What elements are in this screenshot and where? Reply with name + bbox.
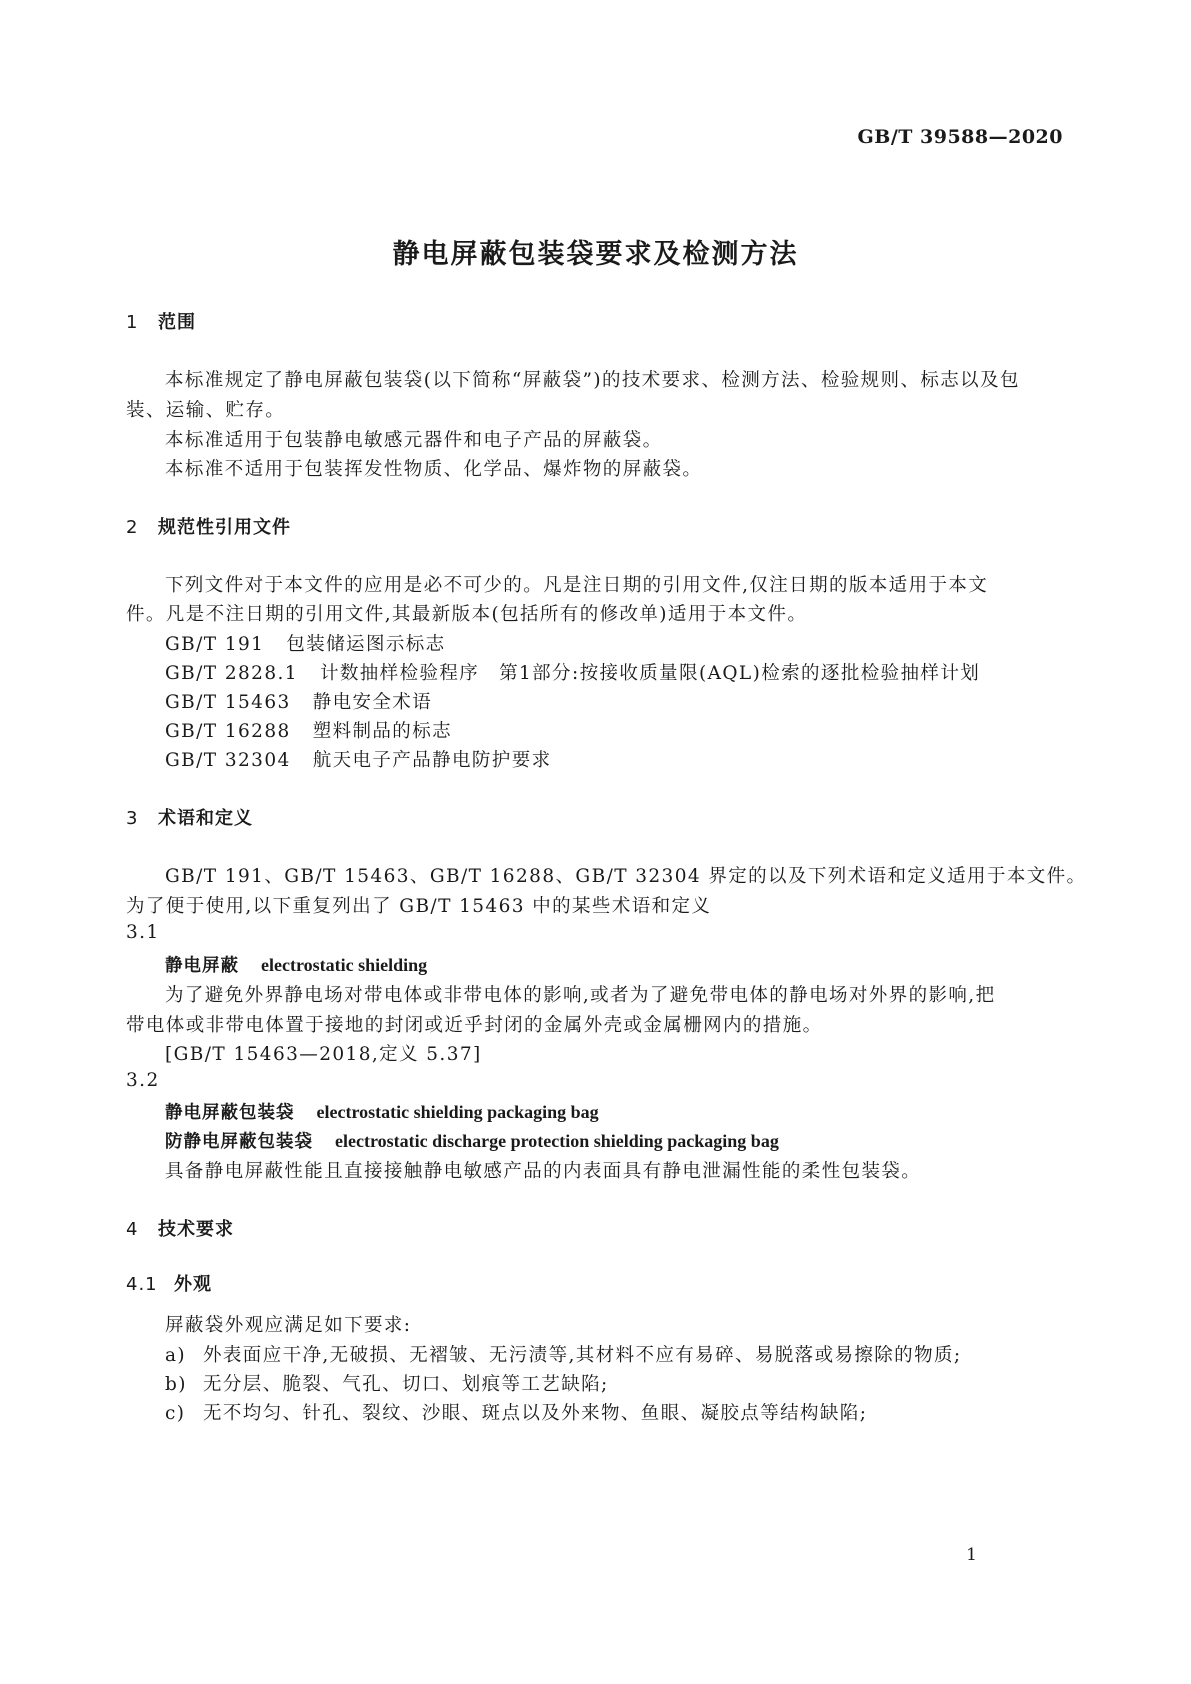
page-number: 1 [966, 1545, 977, 1565]
definition-line: 带电体或非带电体置于接地的封闭或近乎封闭的金属外壳或金属栅网内的措施。 [126, 1015, 823, 1036]
term-number: 3.2 [126, 1070, 160, 1091]
reference-code: GB/T 2828.1 [165, 663, 298, 684]
reference-title: 塑料制品的标志 [312, 721, 452, 742]
paragraph: 屏蔽袋外观应满足如下要求: [165, 1315, 412, 1336]
paragraph: 本标准适用于包装静电敏感元器件和电子产品的屏蔽袋。 [165, 430, 663, 451]
definition-source: [GB/T 15463—2018,定义 5.37] [165, 1044, 482, 1065]
list-label: a) [165, 1345, 187, 1366]
reference-code: GB/T 32304 [165, 750, 291, 771]
section-title: 外观 [174, 1274, 212, 1295]
section-number: 2 [126, 517, 139, 538]
list-text: 无不均匀、针孔、裂纹、沙眼、斑点以及外来物、鱼眼、凝胶点等结构缺陷; [203, 1403, 868, 1424]
paragraph-line: GB/T 191、GB/T 15463、GB/T 16288、GB/T 32304 界定的以及下列术语和定义适用于本文件。 [165, 866, 1087, 887]
list-label: b) [165, 1374, 187, 1395]
list-item [165, 1399, 867, 1425]
paragraph-line: 本标准规定了静电屏蔽包装袋(以下简称“屏蔽袋”)的技术要求、检测方法、检验规则、标志以及包 [165, 370, 1020, 391]
paragraph-line: 下列文件对于本文件的应用是必不可少的。凡是注日期的引用文件,仅注日期的版本适用于本文 [165, 575, 989, 596]
reference-item [165, 717, 452, 743]
list-label: c) [165, 1403, 186, 1424]
paragraph-line: 为了便于使用,以下重复列出了 GB/T 15463 中的某些术语和定义 [126, 896, 712, 917]
list-item [165, 1370, 609, 1396]
term-number: 3.1 [126, 922, 160, 943]
term-chinese: 防静电屏蔽包装袋 [165, 1132, 313, 1152]
reference-title: 包装储运图示标志 [286, 634, 446, 655]
section-title: 术语和定义 [158, 808, 253, 829]
paragraph-line: 件。凡是不注日期的引用文件,其最新版本(包括所有的修改单)适用于本文件。 [126, 604, 808, 625]
section-number: 1 [126, 312, 139, 333]
reference-code: GB/T 191 [165, 634, 265, 655]
paragraph: 本标准不适用于包装挥发性物质、化学品、爆炸物的屏蔽袋。 [165, 459, 703, 480]
reference-title: 航天电子产品静电防护要求 [312, 750, 552, 771]
section-4-heading [126, 1215, 234, 1241]
definition: 具备静电屏蔽性能且直接接触静电敏感产品的内表面具有静电泄漏性能的柔性包装袋。 [165, 1161, 922, 1182]
term-entry [165, 1128, 779, 1153]
standard-number: GB/T 39588—2020 [857, 126, 1063, 148]
section-1-heading [126, 308, 196, 334]
definition-line: 为了避免外界静电场对带电体或非带电体的影响,或者为了避免带电体的静电场对外界的影响,把 [165, 985, 996, 1006]
term-english: electrostatic shielding packaging bag [316, 1102, 599, 1122]
term-chinese: 静电屏蔽包装袋 [165, 1103, 295, 1123]
term-chinese: 静电屏蔽 [165, 956, 239, 976]
list-text: 无分层、脆裂、气孔、切口、划痕等工艺缺陷; [203, 1374, 609, 1395]
reference-item [165, 659, 980, 685]
term-english: electrostatic shielding [261, 955, 428, 975]
section-4-1-heading [126, 1270, 212, 1296]
reference-item [165, 746, 552, 772]
section-title: 范围 [158, 312, 196, 333]
paragraph-line: 装、运输、贮存。 [126, 400, 286, 421]
section-number: 4 [126, 1219, 139, 1240]
list-text: 外表面应干净,无破损、无褶皱、无污渍等,其材料不应有易碎、易脱落或易擦除的物质; [203, 1345, 962, 1366]
section-number: 4.1 [126, 1274, 158, 1295]
section-title: 规范性引用文件 [158, 517, 291, 538]
reference-title: 静电安全术语 [312, 692, 433, 713]
reference-title: 计数抽样检验程序 第1部分:按接收质量限(AQL)检索的逐批检验抽样计划 [319, 663, 981, 684]
term-english: electrostatic discharge protection shielding packaging bag [335, 1131, 779, 1151]
section-title: 技术要求 [158, 1219, 234, 1240]
section-2-heading [126, 513, 291, 539]
term-entry [165, 1099, 599, 1124]
document-title: 静电屏蔽包装袋要求及检测方法 [392, 239, 799, 270]
section-number: 3 [126, 808, 139, 829]
section-3-heading [126, 804, 253, 830]
reference-item [165, 630, 446, 656]
reference-code: GB/T 15463 [165, 692, 291, 713]
reference-item [165, 688, 432, 714]
term-entry [165, 952, 427, 977]
reference-code: GB/T 16288 [165, 721, 291, 742]
list-item [165, 1341, 962, 1367]
